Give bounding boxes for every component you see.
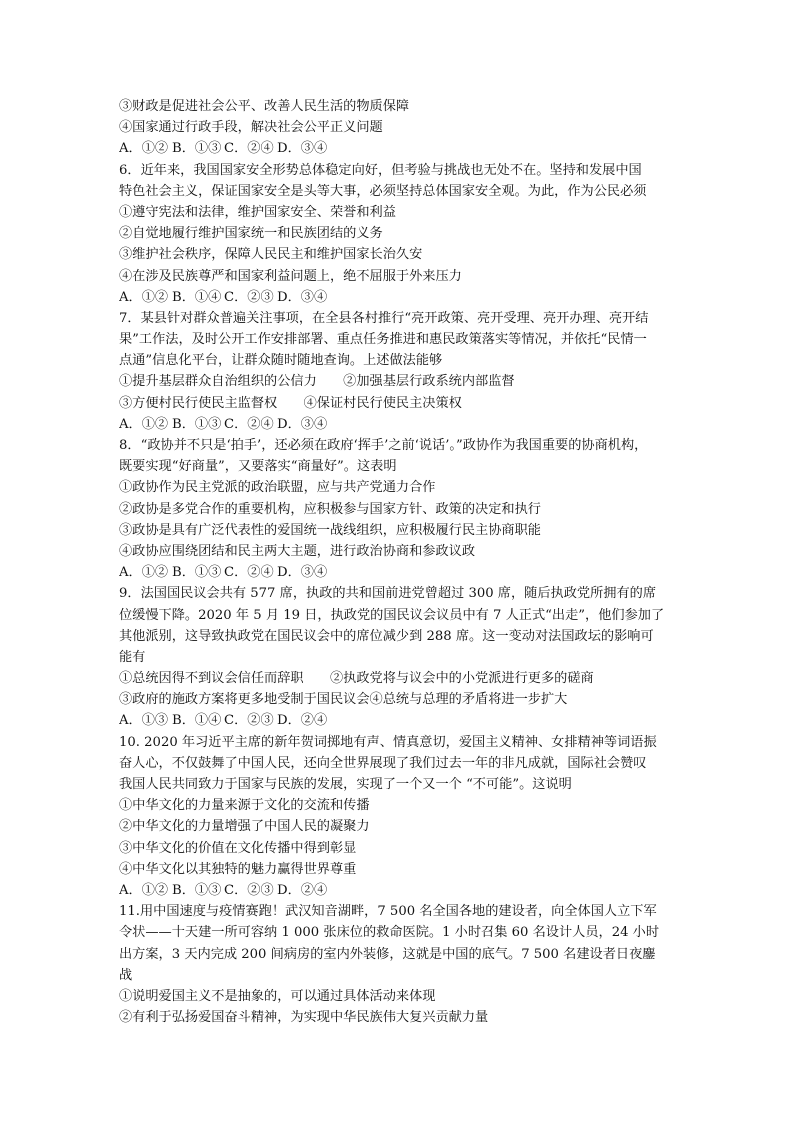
statement-4: ④中华文化以其独特的魅力赢得世界尊重 bbox=[119, 861, 357, 877]
option-b: B．①③ bbox=[172, 565, 222, 581]
option-b: B．①④ bbox=[172, 289, 222, 305]
text-line: 奋人心，不仅鼓舞了中国人民，还向全世界展现了我们过去一年的非凡成就，国际社会赞叹 bbox=[119, 755, 647, 771]
statements-3-4: ③方便村民行使民主监督权 ④保证村民行使民主决策权 bbox=[119, 395, 462, 411]
option-a: A．①② bbox=[119, 416, 169, 432]
question-10-stem: 10. 2020 年习近平主席的新年贺词掷地有声、情真意切，爱国主义精神、女排精神等词语振 bbox=[119, 734, 657, 750]
text-line: 令状——十天建一所可容纳 1 000 张床位的救命医院。1 小时召集 60 名设计人员，24 小时 bbox=[119, 925, 660, 941]
statement-3: ③政协是具有广泛代表性的爱国统一战线组织，应积极履行民主协商职能 bbox=[119, 522, 541, 538]
answer-options-q7 bbox=[119, 414, 679, 435]
statement-2: ②自觉地履行维护国家统一和民族团结的义务 bbox=[119, 226, 383, 242]
statement-4: ④政协应围绕团结和民主两大主题，进行政治协商和参政议政 bbox=[119, 543, 476, 559]
text-line: ③财政是促进社会公平、改善人民生活的物质保障 bbox=[119, 99, 410, 114]
option-d: D．③④ bbox=[277, 565, 328, 581]
text-line: 我国人民共同致力于国家与民族的发展，实现了一个又一个 “不可能”。这说明 bbox=[119, 777, 572, 792]
question-8-stem: 8．“政协并不只是‘拍手’，还必须在政府‘挥手’之前‘说话’。”政协作为我国重要的协商机构， bbox=[119, 438, 648, 453]
option-b: B．①③ bbox=[172, 882, 222, 898]
statements-3-4: ③政府的施政方案将更多地受制于国民议会④总统与总理的矛盾将进一步扩大 bbox=[119, 692, 568, 708]
option-d: D．②④ bbox=[277, 713, 328, 729]
statements-1-2: ①总统因得不到议会信任而辞职 ②执政党将与议会中的小党派进行更多的磋商 bbox=[119, 671, 594, 687]
exam-page bbox=[119, 96, 679, 1028]
question-11-stem: 11.用中国速度与疫情赛跑！武汉知音湖畔，7 500 名全国各地的建设者，向全体国人立下军 bbox=[119, 904, 657, 920]
question-9-stem: 9．法国国民议会共有 577 席，执政的共和国前进党曾超过 300 席，随后执政党所拥有的席 bbox=[119, 586, 657, 602]
option-a: A．①③ bbox=[119, 713, 169, 729]
question-7-stem: 7．某县针对群众普遍关注事项，在全县各村推行“亮开政策、亮开受理、亮开办理、亮开结 bbox=[119, 310, 649, 326]
statement-1: ①说明爱国主义不是抽象的，可以通过具体活动来体现 bbox=[119, 988, 436, 1004]
statement-1: ①政协作为民主党派的政治联盟，应与共产党通力合作 bbox=[119, 480, 436, 496]
text-line: 点通”信息化平台，让群众随时随地查询。上述做法能够 bbox=[119, 353, 443, 369]
statement-2: ②有利于弘扬爱国奋斗精神，为实现中华民族伟大复兴贡献力量 bbox=[119, 1010, 489, 1026]
option-d: D．②④ bbox=[277, 882, 328, 898]
option-d: D．③④ bbox=[277, 141, 328, 157]
option-d: D．③④ bbox=[277, 289, 328, 305]
statement-1: ①中华文化的力量来源于文化的交流和传播 bbox=[119, 798, 370, 814]
option-a: A．①② bbox=[119, 289, 169, 305]
text-line: 战 bbox=[119, 967, 133, 983]
text-line: 既要实现“好商量”，又要落实“商量好”。这表明 bbox=[119, 459, 397, 475]
option-d: D．③④ bbox=[277, 416, 328, 432]
statement-3: ③中华文化的价值在文化传播中得到彰显 bbox=[119, 840, 357, 856]
answer-options-q8 bbox=[119, 562, 679, 583]
text-line: ④国家通过行政手段，解决社会公平正义问题 bbox=[119, 120, 383, 136]
answer-options-q10 bbox=[119, 880, 679, 901]
answer-options-q9 bbox=[119, 710, 679, 731]
option-a: A．①② bbox=[119, 565, 169, 581]
option-b: B．①④ bbox=[172, 713, 222, 729]
statement-2: ②中华文化的力量增强了中国人民的凝聚力 bbox=[119, 819, 370, 835]
statement-3: ③维护社会秩序，保障人民民主和维护国家长治久安 bbox=[119, 247, 423, 263]
option-a: A．①② bbox=[119, 882, 169, 898]
option-c: C．②③ bbox=[224, 882, 274, 898]
text-line: 位缓慢下降。2020 年 5 月 19 日，执政党的国民议会议员中有 7 人正式“出走”，他们参加了 bbox=[119, 607, 665, 623]
answer-options-q6 bbox=[119, 287, 679, 308]
option-a: A．①② bbox=[119, 141, 169, 157]
statements-1-2: ①提升基层群众自治组织的公信力 ②加强基层行政系统内部监督 bbox=[119, 374, 515, 390]
option-b: B．①③ bbox=[172, 141, 222, 157]
text-line: 能有 bbox=[119, 649, 146, 665]
text-line: 其他派别，这导致执政党在国民议会中的席位减少到 288 席。这一变动对法国政坛的影响可 bbox=[119, 628, 654, 644]
option-c: C．②④ bbox=[224, 141, 274, 157]
option-c: C．②③ bbox=[224, 289, 274, 305]
text-line: 出方案，3 天内完成 200 间病房的室内外装修，这就是中国的底气。7 500 名建设者日夜鏖 bbox=[119, 946, 656, 962]
text-line: 特色社会主义，保证国家安全是头等大事，必须坚持总体国家安全观。为此，作为公民必须 bbox=[119, 183, 647, 199]
answer-options-q5 bbox=[119, 138, 679, 159]
statement-2: ②政协是多党合作的重要机构，应积极参与国家方针、政策的决定和执行 bbox=[119, 501, 541, 517]
option-b: B．①③ bbox=[172, 416, 222, 432]
question-6-stem: 6．近年来，我国国家安全形势总体稳定向好，但考验与挑战也无处不在。坚持和发展中国 bbox=[119, 162, 642, 178]
text-line: 果”工作法，及时公开工作安排部署、重点任务推进和惠民政策落实等情况，并依托“民情一 bbox=[119, 332, 647, 348]
option-c: C．②④ bbox=[224, 416, 274, 432]
option-c: C．②④ bbox=[224, 565, 274, 581]
option-c: C．②③ bbox=[224, 713, 274, 729]
statement-4: ④在涉及民族尊严和国家利益问题上，绝不屈服于外来压力 bbox=[119, 268, 462, 284]
statement-1: ①遵守宪法和法律，维护国家安全、荣誉和利益 bbox=[119, 204, 396, 220]
